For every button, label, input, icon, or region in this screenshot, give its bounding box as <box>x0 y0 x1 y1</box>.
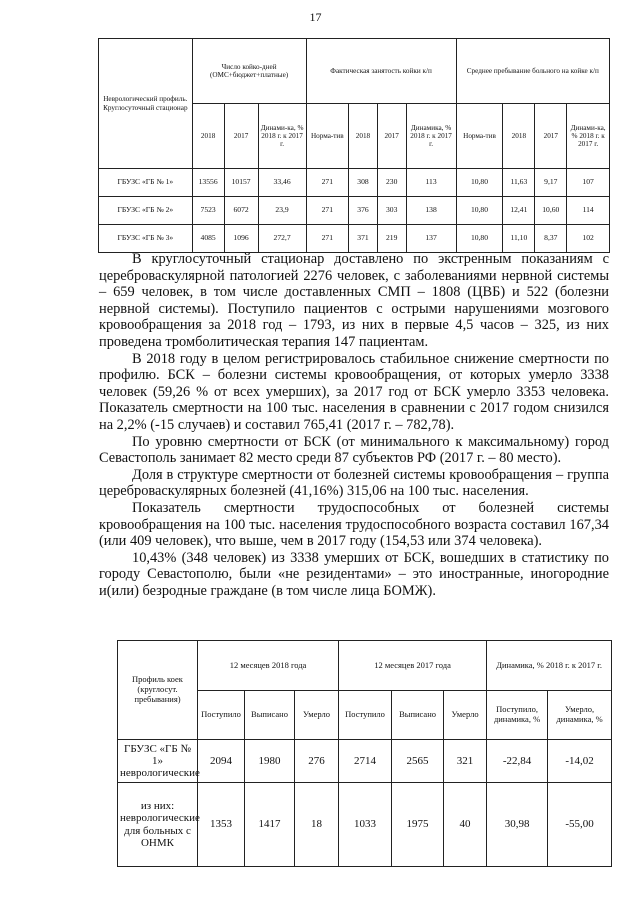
table-cell: 321 <box>444 740 487 783</box>
table-cell: 219 <box>377 225 406 253</box>
page-number: 17 <box>309 10 322 24</box>
paragraph: Показатель смертности трудоспособных от болезней системы кровообращения на 100 тыс. населения трудоспособного возраста составил 167,34 (или 409 человек), что выше, чем в 2017 году (154,53 или 374 человека). <box>99 499 609 550</box>
table-cell: 13556 <box>192 169 224 197</box>
table-cell: 138 <box>406 197 456 225</box>
table-cell: 276 <box>295 740 339 783</box>
table-cell: 1980 <box>245 740 295 783</box>
table-cell: 30,98 <box>487 783 548 867</box>
table2-sub-header: Выписано <box>245 691 295 740</box>
table-row <box>118 740 612 783</box>
table-cell: 2094 <box>198 740 245 783</box>
paragraph: В 2018 году в целом регистрировалось стабильное снижение смертности по профилю. БСК – болезни системы кровообращения, от которых умерло 3338 человек (59,26 % от всех умерших), за 2017 год от БСК умерло 3353 человека. Показатель смертности на 100 тыс. населения в сравнении с 2017 годом снизился на 2,2% (-15 случаев) и составил 765,41 (2017 г. – 782,78). <box>99 350 609 433</box>
table1-sub-header: 2017 <box>377 104 406 169</box>
table-cell: 1096 <box>224 225 258 253</box>
table-cell: 10157 <box>224 169 258 197</box>
table-cell: 230 <box>377 169 406 197</box>
table2-group-header: 12 месяцев 2018 года <box>198 641 339 691</box>
table-row <box>99 197 610 225</box>
table-cell: 2565 <box>392 740 444 783</box>
table-cell: 271 <box>306 197 349 225</box>
admissions-table <box>117 640 612 867</box>
paragraph: По уровню смертности от БСК (от минимального к максимальному) город Севастополь занимает 82 место среди 87 субъектов РФ (2017 г. – 80 место). <box>99 433 609 467</box>
table1-sub-header: 2017 <box>224 104 258 169</box>
table-cell: 272,7 <box>258 225 306 253</box>
table-cell: 308 <box>349 169 378 197</box>
table-cell: 376 <box>349 197 378 225</box>
table2-sub-header: Выписано <box>392 691 444 740</box>
table-cell: 12,41 <box>503 197 535 225</box>
table1-sub-header: Динами-ка, % 2018 г. к 2017 г. <box>258 104 306 169</box>
table1-sub-header: 2018 <box>503 104 535 169</box>
table-cell: 10,80 <box>456 197 503 225</box>
table-cell: 40 <box>444 783 487 867</box>
table-cell: ГБУЗС «ГБ № 2» <box>99 197 193 225</box>
table1-sub-header: Динами-ка, % 2018 г. к 2017 г. <box>567 104 610 169</box>
table-cell: 2714 <box>339 740 392 783</box>
table1-sub-header: Динамика, % 2018 г. к 2017 г. <box>406 104 456 169</box>
table-cell: -14,02 <box>548 740 612 783</box>
table-cell: 8,37 <box>535 225 567 253</box>
table-cell: 1975 <box>392 783 444 867</box>
table-cell: 113 <box>406 169 456 197</box>
table-cell: 7523 <box>192 197 224 225</box>
body-text <box>99 251 609 599</box>
table2-corner-header: Профиль коек (круглосут. пребывания) <box>118 641 198 740</box>
table-row <box>118 783 612 867</box>
table-cell: 371 <box>349 225 378 253</box>
table2-sub-header: Умерло <box>295 691 339 740</box>
table-cell: 6072 <box>224 197 258 225</box>
bed-days-table <box>98 38 610 253</box>
table-cell: 23,9 <box>258 197 306 225</box>
table-cell: 11,10 <box>503 225 535 253</box>
table-cell: из них: неврологические для больных с ОНМК <box>118 783 198 867</box>
table-cell: 102 <box>567 225 610 253</box>
paragraph: 10,43% (348 человек) из 3338 умерших от БСК, вошедших в статистику по городу Севастополю, были «не резидентами» – это иностранные, иногородние и(или) безродные граждане (в том числе лица БОМЖ). <box>99 549 609 599</box>
paragraph: В круглосуточный стационар доставлено по экстренным показаниям с цереброваскулярной патологией 2276 человек, с заболеваниями нервной системы – 659 человек, в том числе доставленных СМП – 1808 (ЦВБ) и 522 (болезни нервной системы). Поступило пациентов с острыми нарушениями мозгового кровообращения за 2018 год – 1793, из них в первые 4,5 часов – 325, из них проведена тромболитическая терапия 147 пациентам. <box>99 251 609 350</box>
table-cell: ГБУЗС «ГБ № 1» <box>99 169 193 197</box>
table2-sub-header: Поступило <box>339 691 392 740</box>
table2-group-header: 12 месяцев 2017 года <box>339 641 487 691</box>
table-cell: 303 <box>377 197 406 225</box>
table1-corner-header: Неврологический профиль. Круглосуточный стационар <box>99 39 193 169</box>
table1-sub-header: 2018 <box>349 104 378 169</box>
table1-sub-header: Норма-тив <box>456 104 503 169</box>
table-cell: 271 <box>306 169 349 197</box>
table-cell: 271 <box>306 225 349 253</box>
table-cell: 137 <box>406 225 456 253</box>
table-cell: 107 <box>567 169 610 197</box>
table-cell: 1033 <box>339 783 392 867</box>
table-cell: ГБУЗС «ГБ № 3» <box>99 225 193 253</box>
table-cell: 33,46 <box>258 169 306 197</box>
table-cell: 9,17 <box>535 169 567 197</box>
table1-sub-header: 2017 <box>535 104 567 169</box>
table1-group-header: Среднее пребывание больного на койке к/п <box>456 39 609 104</box>
table1-group-header: Число койко-дней (ОМС+бюджет+платные) <box>192 39 306 104</box>
table-row <box>99 225 610 253</box>
table1-sub-header: 2018 <box>192 104 224 169</box>
table-cell: 10,80 <box>456 225 503 253</box>
table2-group-header: Динамика, % 2018 г. к 2017 г. <box>487 641 612 691</box>
table2-sub-header: Поступило <box>198 691 245 740</box>
table-cell: -55,00 <box>548 783 612 867</box>
paragraph: Доля в структуре смертности от болезней системы кровообращения – группа цереброваскулярных болезней (41,16%) 315,06 на 100 тыс. населения. <box>99 466 609 500</box>
table2-sub-header: Умерло, динамика, % <box>548 691 612 740</box>
table-cell: 10,60 <box>535 197 567 225</box>
table-cell: -22,84 <box>487 740 548 783</box>
table2-sub-header: Поступило, динамика, % <box>487 691 548 740</box>
table1-group-header: Фактическая занятость койки к/п <box>306 39 456 104</box>
table2-sub-header: Умерло <box>444 691 487 740</box>
table-cell: 1353 <box>198 783 245 867</box>
table-cell: 4085 <box>192 225 224 253</box>
table-cell: ГБУЗС «ГБ № 1» неврологические <box>118 740 198 783</box>
table-cell: 1417 <box>245 783 295 867</box>
table-cell: 10,80 <box>456 169 503 197</box>
table-cell: 18 <box>295 783 339 867</box>
table1-sub-header: Норма-тив <box>306 104 349 169</box>
table-row <box>99 169 610 197</box>
table-cell: 114 <box>567 197 610 225</box>
table-cell: 11,63 <box>503 169 535 197</box>
